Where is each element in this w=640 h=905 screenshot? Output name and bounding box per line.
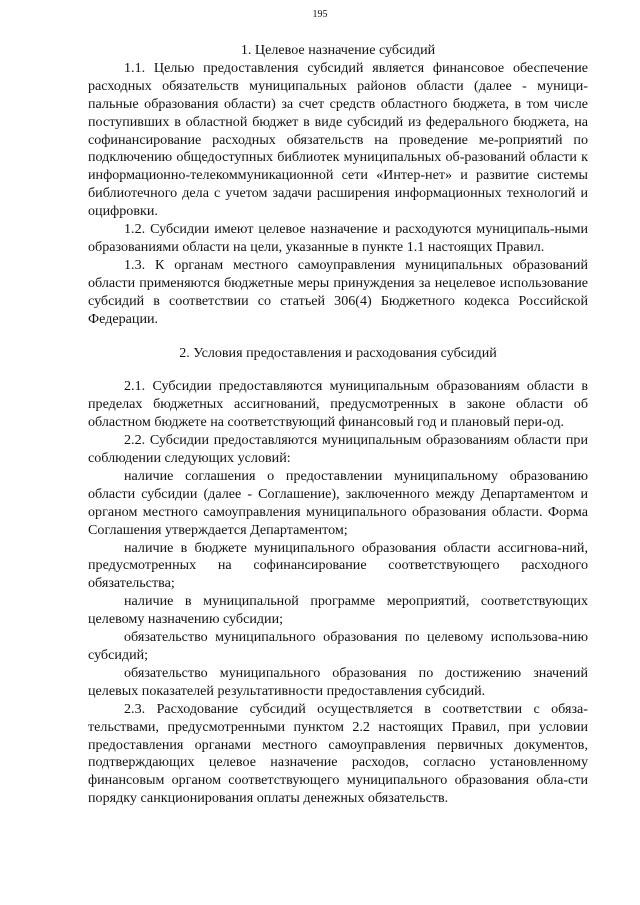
paragraph-1-3: 1.3. К органам местного самоуправления муниципальных образований области применяются бюджетные меры принуждения за нецелевое использование субсидий в соответствии со статьей 306(4) Бюджетного кодекса Российской Федерации. xyxy=(88,256,588,327)
paragraph-2-3: 2.3. Расходование субсидий осуществляется в соответствии с обяза-тельствами, предусмотренными пунктом 2.2 настоящих Правил, при условии предоставления органами местного самоуправления первичных документов, подтверждающих целевое назначение расходов, согласно установленному финансовым органом соответствующего муниципального образования обла-сти порядку санкционирования оплаты денежных обязательств. xyxy=(88,700,588,807)
condition-agreement: наличие соглашения о предоставлении муниципальному образованию области субсидии (далее - Соглашение), заключенного между Департаментом и органом местного самоуправления муниципального образования области. Форма Соглашения утверждается Департаментом; xyxy=(88,467,588,538)
section-1-title: 1. Целевое назначение субсидий xyxy=(240,42,436,58)
page-number: 195 xyxy=(312,9,328,20)
paragraph-1-1: 1.1. Целью предоставления субсидий является финансовое обеспечение расходных обязательств муниципальных районов области (далее - муници-пальные образования области) за счет средств областного бюджета, в том числе поступивших в областной бюджет в виде субсидий из федерального бюджета, на софинансирование расходных обязательств на проведение ме-роприятий по подключению общедоступных библиотек муниципальных об-разований области к информационно-телекоммуникационной сети «Интер-нет» и развитие системы библиотечного дела с учетом задачи расширения информационных технологий и оцифровки. xyxy=(88,59,588,220)
document-body xyxy=(88,42,588,808)
section-2-title: 2. Условия предоставления и расходования субсидий xyxy=(179,344,497,361)
paragraph-2-2: 2.2. Субсидии предоставляются муниципальным образованиям области при соблюдении следующих условий: xyxy=(88,432,588,467)
condition-municipal-program: наличие в муниципальной программе мероприятий, соответствующих целевому назначению субсидии; xyxy=(88,593,588,628)
condition-performance-indicators: обязательство муниципального образования по достижению значений целевых показателей результативности предоставления субсидий. xyxy=(88,664,588,699)
condition-budget-allocations: наличие в бюджете муниципального образования области ассигнова-ний, предусмотренных на софинансирование соответствующего расходного обязательства; xyxy=(88,539,588,592)
paragraph-2-1: 2.1. Субсидии предоставляются муниципальным образованиям области в пределах бюджетных ассигнований, предусмотренных в законе области об областном бюджете на соответствующий финансовый год и плановый пери-од. xyxy=(88,378,588,431)
paragraph-1-2: 1.2. Субсидии имеют целевое назначение и расходуются муниципаль-ными образованиями области на цели, указанные в пункте 1.1 настоящих Правил. xyxy=(88,221,588,255)
condition-targeted-use: обязательство муниципального образования по целевому использова-нию субсидий; xyxy=(88,629,588,663)
